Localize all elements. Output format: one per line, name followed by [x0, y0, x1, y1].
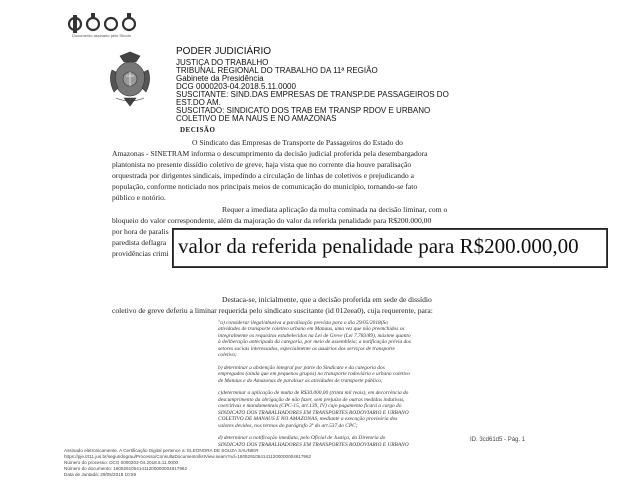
quote-line: atividades de transporte coletivo urbano em Manaus, uma vez que não preenchidos os	[218, 326, 405, 333]
quote-line: setores sociais interessados, especialmente os usuários dos serviços de transporte	[218, 345, 395, 352]
quote-line: d) determinar a notificação imediata, pelo Oficial de Justiça, da Diretoria do	[218, 435, 386, 442]
paragraph-line: por hora de paralis	[112, 227, 169, 236]
document-url[interactable]: https://pje.trt11.jus.br/segundograu/Processo/ConsultaDocumento/listView.seam?nd=18052910541411200000004617962	[64, 454, 312, 459]
quote-line: SINDICATO DOS TRABALHADORES EM TRANSPORTES RODOVIÁRIO E URBANO	[218, 441, 409, 448]
suscitado-line-2: COLETIVO DE MA NAUS E NO AMAZONAS	[176, 114, 337, 123]
stamp-caption: Documento assinado pelo Shodo	[72, 33, 131, 38]
quote-line: à deliberação antecipada da categoria, por meio de assembleia; a notificação prévia dos	[218, 339, 411, 346]
paragraph-line: paredista deflagra	[112, 238, 167, 247]
paragraph-line: coletivo de greve deferiu a liminar requerida pelo sindicato suscitante (id 012eea0), cuja requerente, para:	[112, 306, 433, 315]
office-name: Gabinete da Presidência	[176, 74, 264, 83]
process-number: Número do processo: DCG 0000203-04.2018.5.11.0000	[64, 460, 179, 465]
quoted-decision	[218, 320, 522, 448]
quote-line: COLETIVO DE MANAUS E NO AMAZONAS, mediante a execução provisória dos	[218, 416, 398, 423]
quote-line: "a) considerar ilegal/abusiva a paralisação prevista para o dia 29/05/2018(So	[218, 320, 388, 326]
suscitante-line-1: SUSCITANTE: SIND.DAS EMPRESAS DE TRANSP.DE PASSAGEIROS DO	[176, 90, 449, 99]
zoom-callout-text: valor da referida penalidade para R$200.000,00	[178, 234, 579, 258]
paragraph-line: público e notório.	[112, 193, 166, 202]
paragraph-line: Destaca-se, inicialmente, que a decisão proferida em sede de dissídio	[222, 295, 432, 304]
signature-service-logo	[66, 12, 146, 34]
court-coat-of-arms-icon	[106, 50, 154, 108]
court-name: PODER JUDICIÁRIO	[176, 46, 272, 57]
quote-line: c)determinar a aplicação de multa de R$30.000,00 (trinta mil reais), em decorrência do	[218, 390, 409, 397]
paragraph-line: providências crimi	[112, 249, 169, 258]
quote-line: descumprimento da obrigação de não fazer, sem prejuízo de outras medidas indutivas,	[218, 396, 405, 403]
quote-line: SINDICATO DOS TRABALHADORES EM TRANSPORTES RODOVIÁRIO E URBANO	[218, 409, 409, 416]
paragraph-3	[112, 294, 522, 316]
document-number: Número do documento: 18052910541411200000004617962	[64, 466, 188, 471]
paragraph-line: O Sindicato das Empresas de Transporte de Passageiros do Estado do	[192, 138, 403, 147]
paragraph-line: bloqueio do valor correspondente, além da majoração do valor da referida penalidade para R$200.000,00	[112, 216, 432, 225]
filing-date: Data de Juntada: 29/05/2018 10:59	[64, 472, 137, 477]
case-number: DCG 0000203-04.2018.5.11.0000	[176, 82, 296, 91]
quote-line: coletivo;	[218, 352, 237, 359]
decision-heading: DECISÃO	[180, 126, 216, 134]
quote-line: coercitivas e mandamentais (CPC-15, art.139, IV) cujo pagamento ficará a cargo do	[218, 403, 402, 410]
suscitado-line-1: SUSCITADO: SINDICATO DOS TRAB EM TRANSP RDOV E URBANO	[176, 106, 431, 115]
justice-branch: JUSTIÇA DO TRABALHO	[176, 58, 269, 67]
quote-line: valores devidos, nos termos do parágrafo 3º do art.537 do CPC;	[218, 422, 358, 429]
document-id: ID. 3cd61d5 - Pág. 1	[470, 437, 526, 443]
paragraph-line: orquestrada por dirigentes sindicais, impedindo a circulação de linhas de coletivos e prejudicando a	[112, 171, 414, 180]
paragraph-1	[112, 137, 522, 203]
quote-line: de Manaus e do Amazonas de paralisar as atividades de transporte público;	[218, 377, 383, 384]
paragraph-line: plantonista no presente dissídio coletivo de greve, haja vista que no corrente dia houve paralisação	[112, 160, 412, 169]
signature-notice: Assinado eletronicamente. A Certificação Digital pertence a: ELEONORA DE SOUZA SAUNIER	[64, 448, 259, 453]
paragraph-line: Amazonas - SINETRAM informa o descumprimento da decisão judicial proferida pela desembargadora	[112, 149, 428, 158]
quote-line: empregados (ainda que em pequenos grupos) no transporte rodoviário e urbano coletivo	[218, 371, 410, 378]
quote-line: b) determinar a abstenção integral por parte do Sindicato e da categoria dos	[218, 364, 385, 371]
suscitante-line-2: EST.DO AM.	[176, 98, 221, 107]
paragraph-line: Requer a imediata aplicação da multa cominada na decisão liminar, com o	[222, 205, 448, 214]
tribunal-name: TRIBUNAL REGIONAL DO TRABALHO DA 11ª REGIÃO	[176, 66, 378, 75]
quote-line: integralmente os requisitos estabelecidos na Lei de Greve (Lei 7.783/89), máxime quanto	[218, 332, 411, 339]
paragraph-line: população, conforme noticiado nos principais meios de comunicação do município, tornando-se fato	[112, 182, 418, 191]
